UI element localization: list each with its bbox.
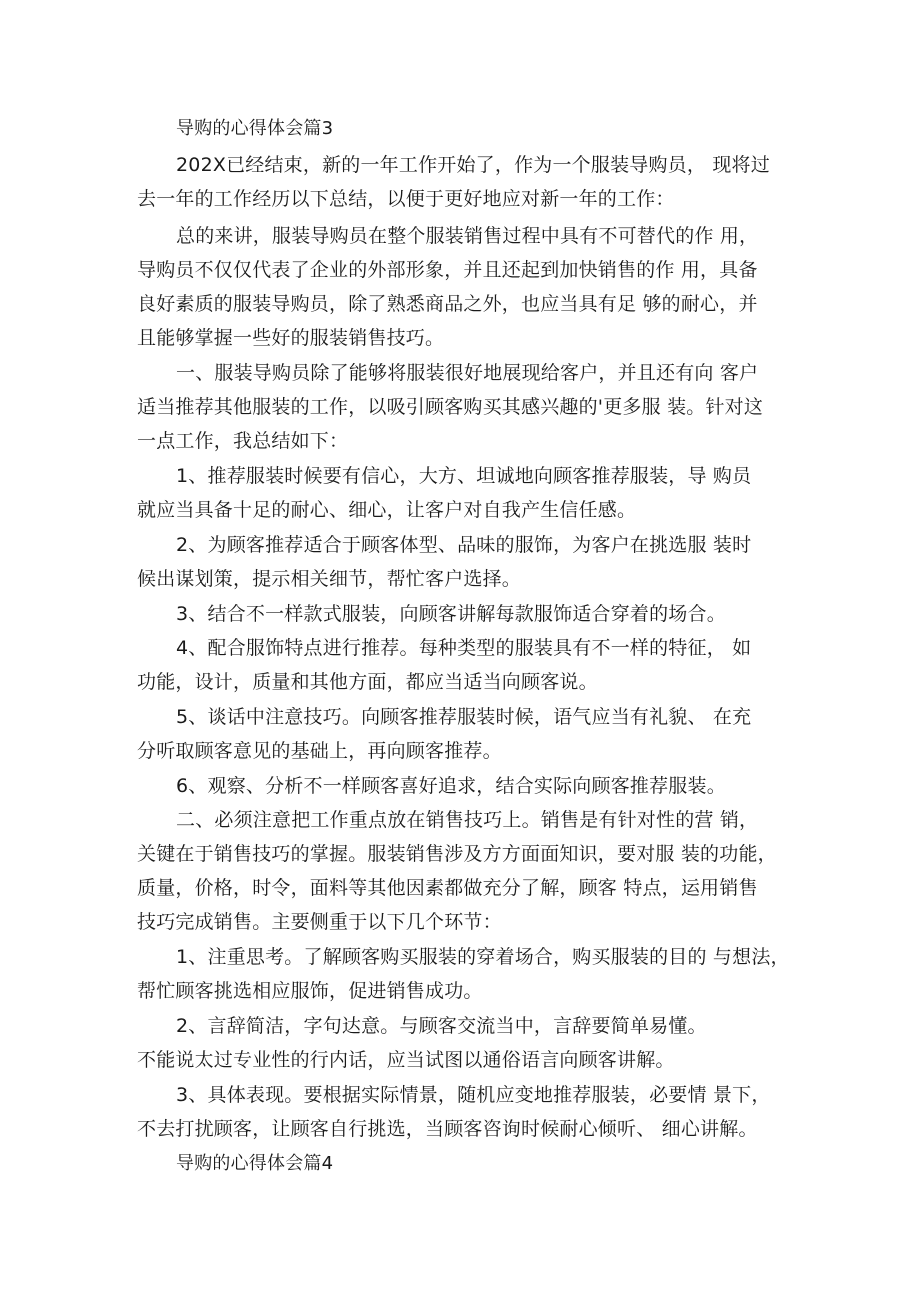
- item-2-3-line-1: 3、具体表现。要根据实际情景，随机应变地推荐服装，必要情 景下，: [176, 1084, 771, 1106]
- section-two-line-1: 二、必须注意把工作重点放在销售技巧上。销售是有针对性的营 销，: [176, 809, 759, 831]
- item-1-3: 3、结合不一样款式服装，向顾客讲解每款服饰适合穿着的场合。: [176, 603, 726, 625]
- overview-line-1: 总的来讲，服装导购员在整个服装销售过程中具有不可替代的作 用，: [176, 225, 759, 247]
- item-2-3-line-2: 不去打扰顾客，让顾客自行挑选，当顾客咨询时候耐心倾听、 细心讲解。: [137, 1118, 758, 1140]
- item-2-2-line-1: 2、言辞简洁，字句达意。与顾客交流当中，言辞要简单易懂。: [176, 1015, 707, 1037]
- overview-line-4: 且能够掌握一些好的服装销售技巧。: [137, 327, 445, 349]
- section-one-line-1: 一、服装导购员除了能够将服装很好地展现给客户，并且还有向 客户: [176, 362, 759, 384]
- item-1-5-line-2: 分听取顾客意见的基础上，再向顾客推荐。: [137, 740, 502, 762]
- section-heading-4: 导购的心得体会篇4: [176, 1153, 334, 1174]
- intro-line-1: 202X已经结束，新的一年工作开始了，作为一个服装导购员， 现将过: [176, 154, 770, 176]
- section-two-line-3: 质量，价格，时令，面料等其他因素都做充分了解，顾客 特点，运用销售: [137, 877, 758, 899]
- section-two-line-2: 关键在于销售技巧的掌握。服装销售涉及方方面面知识，要对服 装的功能，: [137, 843, 777, 865]
- item-2-2-line-2: 不能说太过专业性的行内话，应当试图以通俗语言向顾客讲解。: [137, 1049, 675, 1071]
- item-2-1-line-2: 帮忙顾客挑选相应服饰，促进销售成功。: [137, 980, 483, 1002]
- item-1-4-line-2: 功能，设计，质量和其他方面，都应当适当向顾客说。: [137, 671, 598, 693]
- section-heading-3: 导购的心得体会篇3: [176, 118, 334, 139]
- section-one-line-3: 一点工作，我总结如下：: [137, 430, 349, 452]
- section-one-line-2: 适当推荐其他服装的工作，以吸引顾客购买其感兴趣的'更多服 装。针对这: [137, 396, 764, 418]
- overview-line-3: 良好素质的服装导购员，除了熟悉商品之外，也应当具有足 够的耐心，并: [137, 293, 758, 315]
- section-two-line-4: 技巧完成销售。主要侧重于以下几个环节：: [137, 911, 502, 933]
- overview-line-2: 导购员不仅仅代表了企业的外部形象，并且还起到加快销售的作 用，具备: [137, 259, 758, 281]
- item-1-4-line-1: 4、配合服饰特点进行推荐。每种类型的服装具有不一样的特征， 如: [176, 637, 752, 659]
- item-2-1-line-1: 1、注重思考。了解顾客购买服装的穿着场合，购买服装的目的 与想法，: [176, 946, 790, 968]
- intro-line-2: 去一年的工作经历以下总结，以便于更好地应对新一年的工作：: [137, 188, 675, 210]
- item-1-1-line-2: 就应当具备十足的耐心、细心，让客户对自我产生信任感。: [137, 499, 637, 521]
- item-1-2-line-2: 候出谋划策，提示相关细节，帮忙客户选择。: [137, 568, 522, 590]
- item-1-2-line-1: 2、为顾客推荐适合于顾客体型、品味的服饰，为客户在挑选服 装时: [176, 534, 752, 556]
- item-1-1-line-1: 1、推荐服装时候要有信心，大方、坦诚地向顾客推荐服装，导 购员: [176, 465, 752, 487]
- item-1-5-line-1: 5、谈话中注意技巧。向顾客推荐服装时候，语气应当有礼貌、 在充: [176, 706, 752, 728]
- item-1-6: 6、观察、分析不一样顾客喜好追求，结合实际向顾客推荐服装。: [176, 775, 726, 797]
